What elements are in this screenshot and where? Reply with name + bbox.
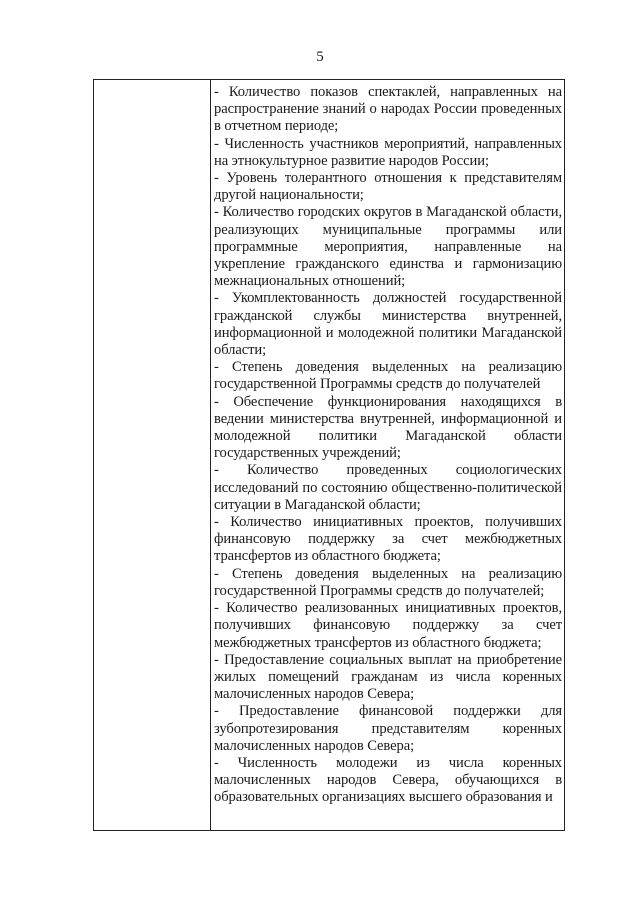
list-item: - Обеспечение функционирования находящихся в ведении министерства внутренней, информационной и молодежной политики Магаданской области государственных учреждений; [214, 393, 562, 462]
list-item: - Численность участников мероприятий, направленных на этнокультурное развитие народов России; [214, 135, 562, 169]
list-item: - Укомплектованность должностей государственной гражданской службы министерства внутренней, информационной и молодежной политики Магаданской области; [214, 290, 562, 359]
list-item: - Количество городских округов в Магаданской области, реализующих муниципальные программы или программные мероприятия, направленные на укрепление гражданского единства и гармонизацию межнациональных отношений; [214, 204, 562, 290]
list-item: - Степень доведения выделенных на реализацию государственной Программы средств до получателей [214, 359, 562, 393]
list-item: - Количество показов спектаклей, направленных на распространение знаний о народах России проведенных в отчетном периоде; [214, 84, 562, 135]
list-item: - Предоставление финансовой поддержки для зубопротезирования представителям коренных малочисленных народов Севера; [214, 703, 562, 754]
list-item: - Количество проведенных социологических исследований по состоянию общественно-политической ситуации в Магаданской области; [214, 462, 562, 513]
list-item: - Уровень толерантного отношения к представителям другой национальности; [214, 170, 562, 204]
table-left-cell [94, 80, 211, 830]
page-number: 5 [316, 49, 324, 65]
list-item: - Численность молодежи из числа коренных малочисленных народов Севера, обучающихся в образовательных организациях высшего образования и [214, 754, 562, 806]
list-item: - Степень доведения выделенных на реализацию государственной Программы средств до получателей; [214, 565, 562, 599]
list-item: - Количество инициативных проектов, получивших финансовую поддержку за счет межбюджетных трансфертов из областного бюджета; [214, 514, 562, 565]
indicators-table [93, 79, 565, 831]
table-right-cell [211, 80, 564, 830]
list-item: - Предоставление социальных выплат на приобретение жилых помещений гражданам из числа коренных малочисленных народов Севера; [214, 651, 562, 703]
list-item: - Количество реализованных инициативных проектов, получивших финансовую поддержку за счет межбюджетных трансфертов из областного бюджета; [214, 600, 562, 651]
